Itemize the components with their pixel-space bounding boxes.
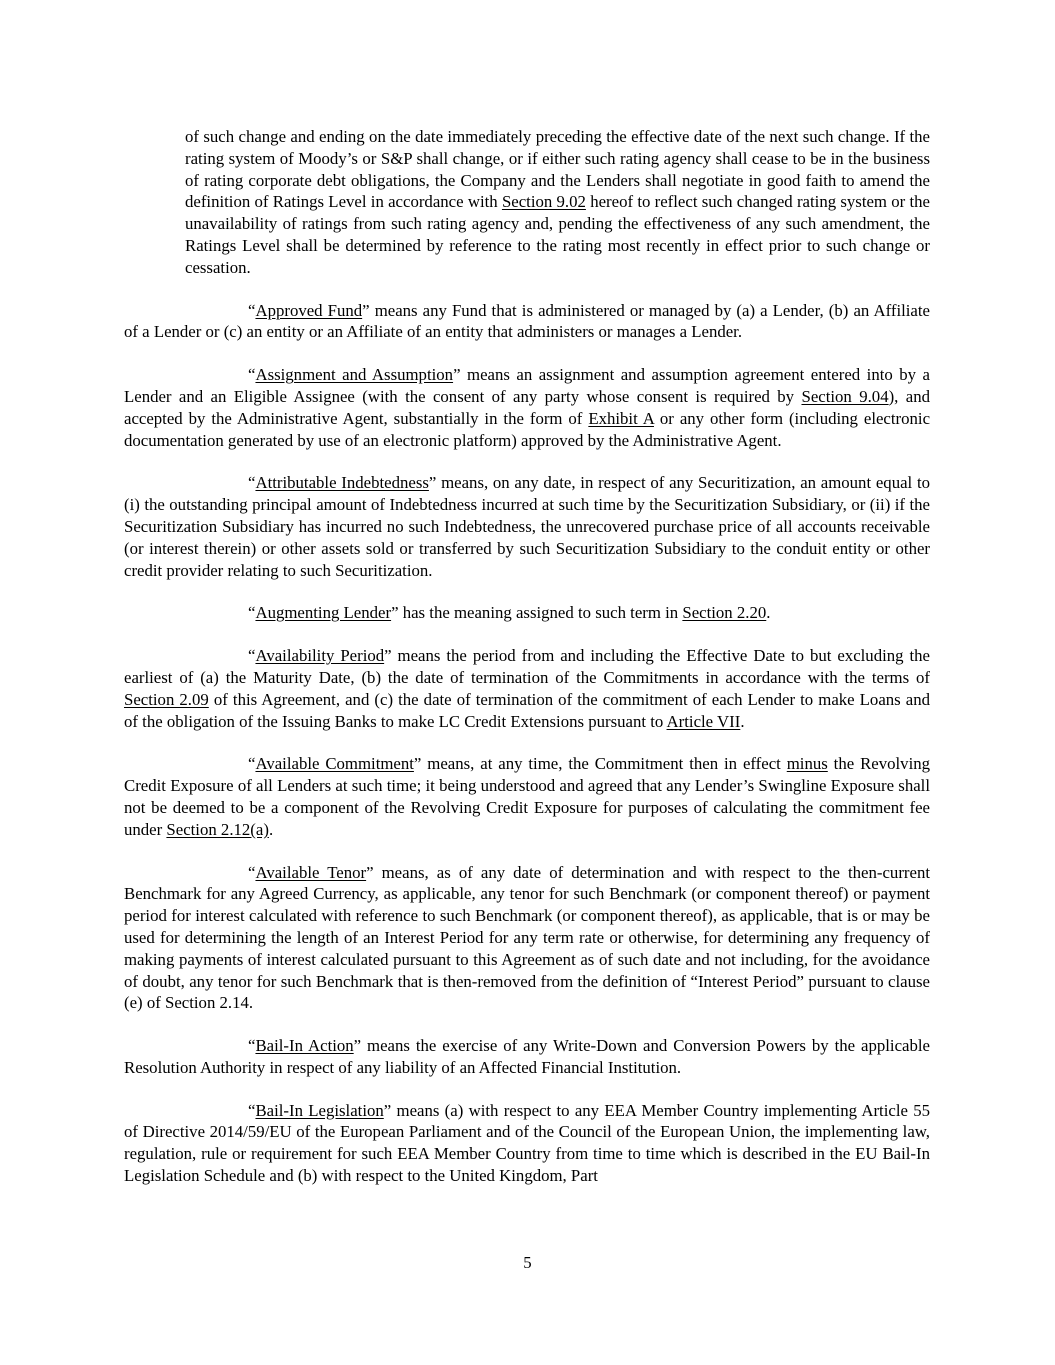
text-run: hereof to reflect such changed rating system or the unavailability of ratings from such rating agency and, pending the effectiveness of any such amendment, the Ratings Level shall be determined by reference to the rating most recently in effect prior to such change or cessation.: [185, 192, 931, 277]
underlined-term: Augmenting Lender: [255, 603, 392, 623]
text-run: the Revolving Credit Exposure of all Lenders at such time; it being understood and agreed that any Lender’s Swingline Exposure shall not be deemed to be a component of the Revolving Credit Exposure for purposes of calculating the commitment fee under: [124, 754, 931, 839]
paragraph-approved-fund: [124, 300, 930, 344]
text-run: ” means any Fund that is administered or managed by (a) a Lender, (b) an Affiliate of a Lender or (c) an entity or an Affiliate of an entity that administers or manages a Lender.: [124, 300, 930, 342]
underlined-term: Approved Fund: [255, 300, 363, 320]
text-run: ” means an assignment and assumption agreement entered into by a Lender and an Eligible Assignee (with the consent of any party whose consent is required by: [124, 365, 930, 406]
paragraph-bail-in-legislation: [124, 1100, 930, 1187]
text-run: ” means (a) with respect to any EEA Member Country implementing Article 55 of Directive 2014/59/EU of the European Parliament and of the Council of the European Union, the implementing law, regulation, rule or requirement for such EEA Member Country from time to time which is described in the EU Bail-In Legislation Schedule and (b) with respect to the United Kingdom, Part: [124, 1100, 930, 1186]
text-run: .: [268, 819, 274, 839]
text-run: ” means, at any time, the Commitment then in effect: [413, 754, 787, 774]
underlined-term: Assignment and Assumption: [255, 365, 454, 385]
text-run: ” has the meaning assigned to such term in: [391, 603, 683, 623]
underlined-term: Article VII: [666, 711, 741, 731]
paragraph-augmenting-lender: [124, 602, 930, 624]
underlined-term: Availability Period: [255, 646, 385, 666]
text-run: “: [248, 862, 256, 882]
paragraph-ratings-level-continuation: [185, 126, 930, 279]
text-run: .: [740, 711, 745, 731]
text-run: “: [248, 365, 256, 385]
paragraph-bail-in-action: [124, 1035, 930, 1079]
text-run: .: [766, 603, 771, 623]
paragraph-attributable-indebtedness: [124, 472, 930, 581]
text-run: ” means, on any date, in respect of any Securitization, an amount equal to (i) the outstanding principal amount of Indebtedness incurred at such time by the Securitization Subsidiary, or (ii) if the Securitization Subsidiary has incurred no such Indebtedness, the unrecovered purchase price of all accounts receivable (or interest therein) or other assets sold or transferred by such Securitization Subsidiary to the conduit entity or other credit provider relating to such Securitization.: [124, 473, 930, 580]
text-run: ), and accepted by the Administrative Agent, substantially in the form of: [124, 386, 930, 428]
paragraph-available-commitment: [124, 753, 930, 840]
text-run: of this Agreement, and (c) the date of termination of the commitment of each Lender to make Loans and of the obligation of the Issuing Banks to make LC Credit Extensions pursuant to: [124, 689, 930, 731]
text-run: “: [248, 1036, 256, 1056]
text-run: ” means, as of any date of determination and with respect to the then-current Benchmark for any Agreed Currency, as applicable, any tenor for such Benchmark (or component thereof) or payment period for interest calculated with reference to such Benchmark (or component thereof), as applicable, that is or may be used for determining the length of an Interest Period for any term rate or otherwise, for determining any frequency of making payments of interest calculated pursuant to this Agreement as of such date and not including, for the avoidance of doubt, any tenor for such Benchmark that is then-removed from the definition of “Interest Period” pursuant to clause (e) of Section 2.14.: [124, 862, 930, 1013]
text-run: “: [248, 603, 256, 623]
underlined-term: Section 2.12(a): [166, 819, 269, 839]
page-number: 5: [523, 1253, 532, 1272]
underlined-term: minus: [786, 754, 828, 774]
underlined-term: Bail-In Action: [255, 1036, 354, 1056]
underlined-term: Available Commitment: [255, 754, 414, 774]
text-run: “: [248, 300, 256, 320]
text-run: “: [248, 646, 256, 666]
underlined-term: Section 9.02: [501, 192, 586, 212]
text-run: or any other form (including electronic documentation generated by use of an electronic platform) approved by the Administrative Agent.: [124, 408, 931, 450]
paragraph-assignment-and-assumption: [124, 364, 930, 451]
text-run: ” means the exercise of any Write-Down and Conversion Powers by the applicable Resolution Authority in respect of any liability of an Affected Financial Institution.: [124, 1036, 930, 1077]
underlined-term: Section 2.09: [124, 689, 209, 709]
underlined-term: Bail-In Legislation: [255, 1100, 384, 1120]
text-run: “: [248, 1100, 256, 1120]
underlined-term: Section 9.04: [801, 386, 889, 406]
underlined-term: Attributable Indebtedness: [255, 473, 429, 493]
text-run: “: [248, 473, 256, 493]
text-run: of such change and ending on the date immediately preceding the effective date of the next such change. If the rating system of Moody’s or S&P shall change, or if either such rating agency shall cease to be in the business of rating corporate debt obligations, the Company and the Lenders shall negotiate in good faith to amend the definition of Ratings Level in accordance with: [185, 127, 930, 212]
text-run: ” means the period from and including the Effective Date to but excluding the earliest of (a) the Maturity Date, (b) the date of termination of the Commitments in accordance with the terms of: [124, 646, 930, 687]
underlined-term: Exhibit A: [588, 408, 654, 428]
text-run: “: [248, 754, 256, 774]
document-body: [124, 126, 930, 1208]
underlined-term: Available Tenor: [255, 862, 367, 882]
paragraph-availability-period: [124, 645, 930, 732]
paragraph-available-tenor: [124, 862, 930, 1015]
underlined-term: Section 2.20: [682, 603, 767, 623]
